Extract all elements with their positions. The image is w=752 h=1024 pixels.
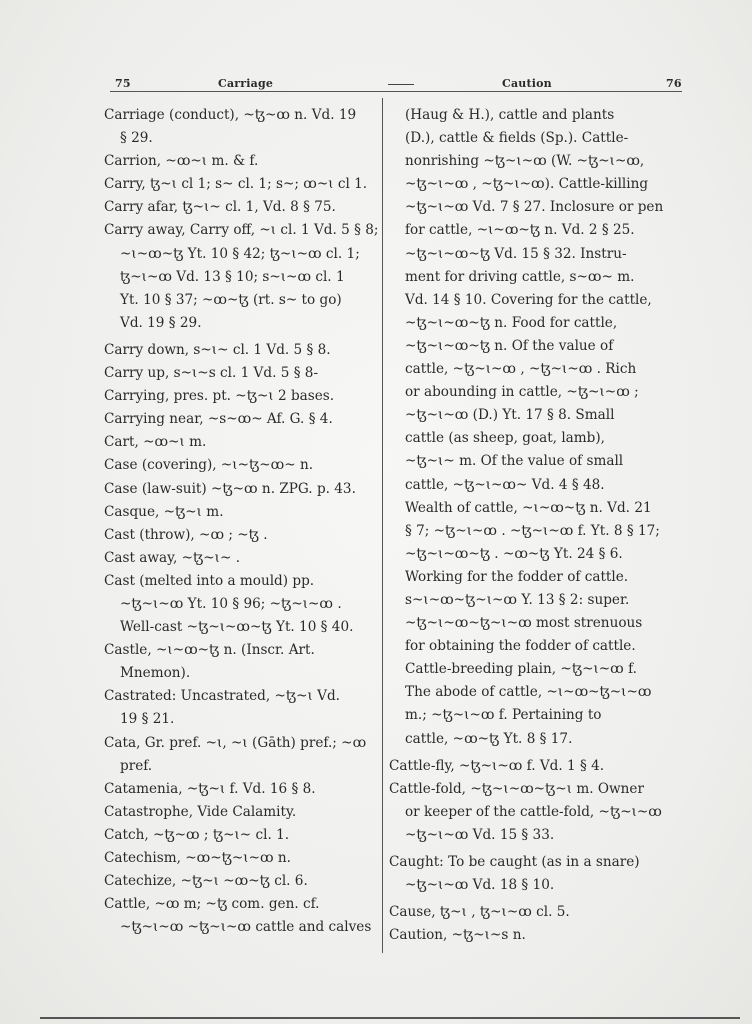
entry-line: Caution, ~ꜩ~ɩ~ꜱ n. bbox=[389, 927, 526, 944]
entry-line: 19 § 21. bbox=[120, 711, 175, 728]
entry-line: ~ꜩ~ɩ~ꝏ (D.) Yt. 17 § 8. Small bbox=[405, 407, 615, 424]
entry-line: Carriage (conduct), ~ꜩ~ꝏ n. Vd. 19 bbox=[104, 107, 357, 123]
entry-line: Wealth of cattle, ~ɩ~ꝏ~ꜩ n. Vd. 21 bbox=[405, 499, 652, 516]
entry-line: pref. bbox=[120, 757, 153, 774]
entry-line: m.; ~ꜩ~ɩ~ꝏ f. Pertaining to bbox=[405, 707, 602, 724]
entry-line: cattle (as sheep, goat, lamb), bbox=[405, 430, 605, 447]
entry-line: Cast (throw), ~ꝏ ; ~ꜩ . bbox=[104, 526, 268, 543]
entry-line: Casque, ~ꜩ~ɩ m. bbox=[104, 503, 224, 520]
entry-line: Carry, ꜩ~ɩ cl 1; ꜱ~ cl. 1; ꜱ~; ꝏ~ɩ cl 1. bbox=[104, 176, 368, 193]
entry-line: Catechism, ~ꝏ~ꜩ~ɩ~ꝏ n. bbox=[104, 850, 291, 866]
entry-line: Working for the fodder of cattle. bbox=[405, 568, 629, 585]
entry-line: Vd. 19 § 29. bbox=[120, 314, 202, 331]
entry-line: ~ɩ~ꝏ~ꜩ Yt. 10 § 42; ꜩ~ɩ~ꝏ cl. 1; bbox=[120, 245, 360, 262]
entry-line: Cata, Gr. pref. ~ɩ, ~ɩ (Gāth) pref.; ~ꝏ bbox=[104, 734, 367, 751]
entry-line: ~ꜩ~ɩ~ꝏ~ꜩ n. Food for cattle, bbox=[405, 314, 618, 331]
left-page-number: 75 bbox=[115, 77, 131, 90]
entry-line: Cast away, ~ꜩ~ɩ~ . bbox=[104, 549, 241, 566]
entry-line: Cast (melted into a mould) pp. bbox=[104, 572, 315, 589]
entry-line: Carry afar, ꜩ~ɩ~ cl. 1, Vd. 8 § 75. bbox=[104, 199, 336, 216]
entry-line: ~ꜩ~ɩ~ꝏ Vd. 18 § 10. bbox=[405, 877, 555, 894]
entry-line: ~ꜩ~ɩ~ꝏ Vd. 15 § 33. bbox=[405, 826, 555, 843]
entry-line: (D.), cattle & fields (Sp.). Cattle- bbox=[405, 130, 629, 147]
entry-line: Catechize, ~ꜩ~ɩ ~ꝏ~ꜩ cl. 6. bbox=[104, 873, 308, 890]
entry-line: Cause, ꜩ~ɩ , ꜩ~ɩ~ꝏ cl. 5. bbox=[389, 904, 570, 921]
entry-line: Mnemon). bbox=[120, 665, 191, 682]
bottom-rule bbox=[40, 1017, 740, 1019]
entry-line: cattle, ~ꜩ~ɩ~ꝏ , ~ꜩ~ɩ~ꝏ . Rich bbox=[405, 361, 637, 378]
entry-line: Carry up, ꜱ~ɩ~ꜱ cl. 1 Vd. 5 § 8- bbox=[104, 365, 319, 382]
entry-line: Cattle-breeding plain, ~ꜩ~ɩ~ꝏ f. bbox=[405, 661, 637, 678]
entry-line: § 7; ~ꜩ~ɩ~ꝏ . ~ꜩ~ɩ~ꝏ f. Yt. 8 § 17; bbox=[405, 522, 660, 539]
entry-line: Cattle-fold, ~ꜩ~ɩ~ꝏ~ꜩ~ɩ m. Owner bbox=[389, 780, 644, 797]
entry-line: Cattle-fly, ~ꜩ~ɩ~ꝏ f. Vd. 1 § 4. bbox=[389, 757, 605, 774]
right-column bbox=[389, 104, 681, 947]
entry-line: Well-cast ~ꜩ~ɩ~ꝏ~ꜩ Yt. 10 § 40. bbox=[120, 619, 354, 636]
entry-line: ꜱ~ɩ~ꝏ~ꜩ~ɩ~ꝏ Y. 13 § 2: super. bbox=[405, 591, 630, 608]
entry-line: ~ꜩ~ɩ~ꝏ Yt. 10 § 96; ~ꜩ~ɩ~ꝏ . bbox=[120, 595, 342, 612]
entry-line: § 29. bbox=[120, 130, 153, 147]
entry-line: ~ꜩ~ɩ~ m. Of the value of small bbox=[405, 453, 624, 470]
entry-line: ~ꜩ~ɩ~ꝏ~ꜩ Vd. 15 § 32. Instru- bbox=[405, 245, 627, 262]
entry-line: Catastrophe, Vide Calamity. bbox=[104, 803, 297, 820]
entry-line: Carry away, Carry off, ~ɩ cl. 1 Vd. 5 § 8; bbox=[104, 222, 379, 239]
entry-line: cattle, ~ꜩ~ɩ~ꝏ~ Vd. 4 § 48. bbox=[405, 476, 605, 493]
entry-line: ~ꜩ~ɩ~ꝏ Vd. 7 § 27. Inclosure or pen bbox=[405, 199, 664, 216]
entry-line: Castle, ~ɩ~ꝏ~ꜩ n. (Inscr. Art. bbox=[104, 642, 315, 659]
entry-line: Cart, ~ꝏ~ɩ m. bbox=[104, 434, 207, 451]
entry-line: nonrishing ~ꜩ~ɩ~ꝏ (W. ~ꜩ~ɩ~ꝏ, bbox=[405, 153, 645, 170]
entry-line: Carrying, pres. pt. ~ꜩ~ɩ 2 bases. bbox=[104, 388, 335, 405]
entry-line: Vd. 14 § 10. Covering for the cattle, bbox=[405, 291, 652, 308]
entry-line: Caught: To be caught (as in a snare) bbox=[389, 854, 640, 870]
left-column bbox=[104, 104, 381, 939]
right-page-number: 76 bbox=[666, 77, 682, 90]
entry-line: ~ꜩ~ɩ~ꝏ~ꜩ~ɩ~ꝏ most strenuous bbox=[405, 615, 643, 632]
entry-line: Case (covering), ~ɩ~ꜩ~ꝏ~ n. bbox=[104, 457, 314, 474]
entry-line: Yt. 10 § 37; ~ꝏ~ꜩ (rt. ꜱ~ to go) bbox=[120, 291, 342, 308]
entry-line: Carrying near, ~ꜱ~ꝏ~ Af. G. § 4. bbox=[104, 411, 333, 428]
entry-line: ~ꜩ~ɩ~ꝏ ~ꜩ~ɩ~ꝏ cattle and calves bbox=[120, 919, 372, 936]
entry-line: for obtaining the fodder of cattle. bbox=[405, 638, 636, 655]
entry-line: cattle, ~ꝏ~ꜩ Yt. 8 § 17. bbox=[405, 730, 573, 747]
entry-line: or abounding in cattle, ~ꜩ~ɩ~ꝏ ; bbox=[405, 384, 639, 401]
right-running-title: Caution bbox=[502, 77, 552, 90]
entry-line: (Haug & H.), cattle and plants bbox=[405, 107, 615, 123]
entry-line: Castrated: Uncastrated, ~ꜩ~ɩ Vd. bbox=[104, 688, 341, 705]
left-running-title: Carriage bbox=[218, 77, 274, 90]
entry-line: Catch, ~ꜩ~ꝏ ; ꜩ~ɩ~ cl. 1. bbox=[104, 826, 290, 843]
entry-line: Case (law-suit) ~ꜩ~ꝏ n. ZPG. p. 43. bbox=[104, 480, 356, 497]
entry-line: Carrion, ~ꝏ~ɩ m. & f. bbox=[104, 153, 259, 170]
entry-line: Catamenia, ~ꜩ~ɩ f. Vd. 16 § 8. bbox=[104, 780, 316, 797]
entry-line: ~ꜩ~ɩ~ꝏ~ꜩ . ~ꝏ~ꜩ Yt. 24 § 6. bbox=[405, 545, 623, 562]
entry-line: ~ꜩ~ɩ~ꝏ , ~ꜩ~ɩ~ꝏ). Cattle-killing bbox=[405, 176, 649, 193]
entry-line: ~ꜩ~ɩ~ꝏ~ꜩ n. Of the value of bbox=[405, 337, 614, 354]
header-dash bbox=[388, 84, 414, 85]
column-divider bbox=[382, 98, 383, 953]
entry-line: for cattle, ~ɩ~ꝏ~ꜩ n. Vd. 2 § 25. bbox=[405, 222, 635, 239]
entry-line: ꜩ~ɩ~ꝏ Vd. 13 § 10; ꜱ~ɩ~ꝏ cl. 1 bbox=[120, 268, 345, 285]
entry-line: Cattle, ~ꝏ m; ~ꜩ com. gen. cf. bbox=[104, 896, 320, 913]
entry-line: or keeper of the cattle-fold, ~ꜩ~ɩ~ꝏ bbox=[405, 803, 662, 820]
header-rule bbox=[110, 91, 682, 92]
entry-line: The abode of cattle, ~ɩ~ꝏ~ꜩ~ɩ~ꝏ bbox=[405, 684, 652, 701]
entry-line: ment for driving cattle, ꜱ~ꝏ~ m. bbox=[405, 268, 635, 285]
entry-line: Carry down, ꜱ~ɩ~ cl. 1 Vd. 5 § 8. bbox=[104, 341, 331, 358]
